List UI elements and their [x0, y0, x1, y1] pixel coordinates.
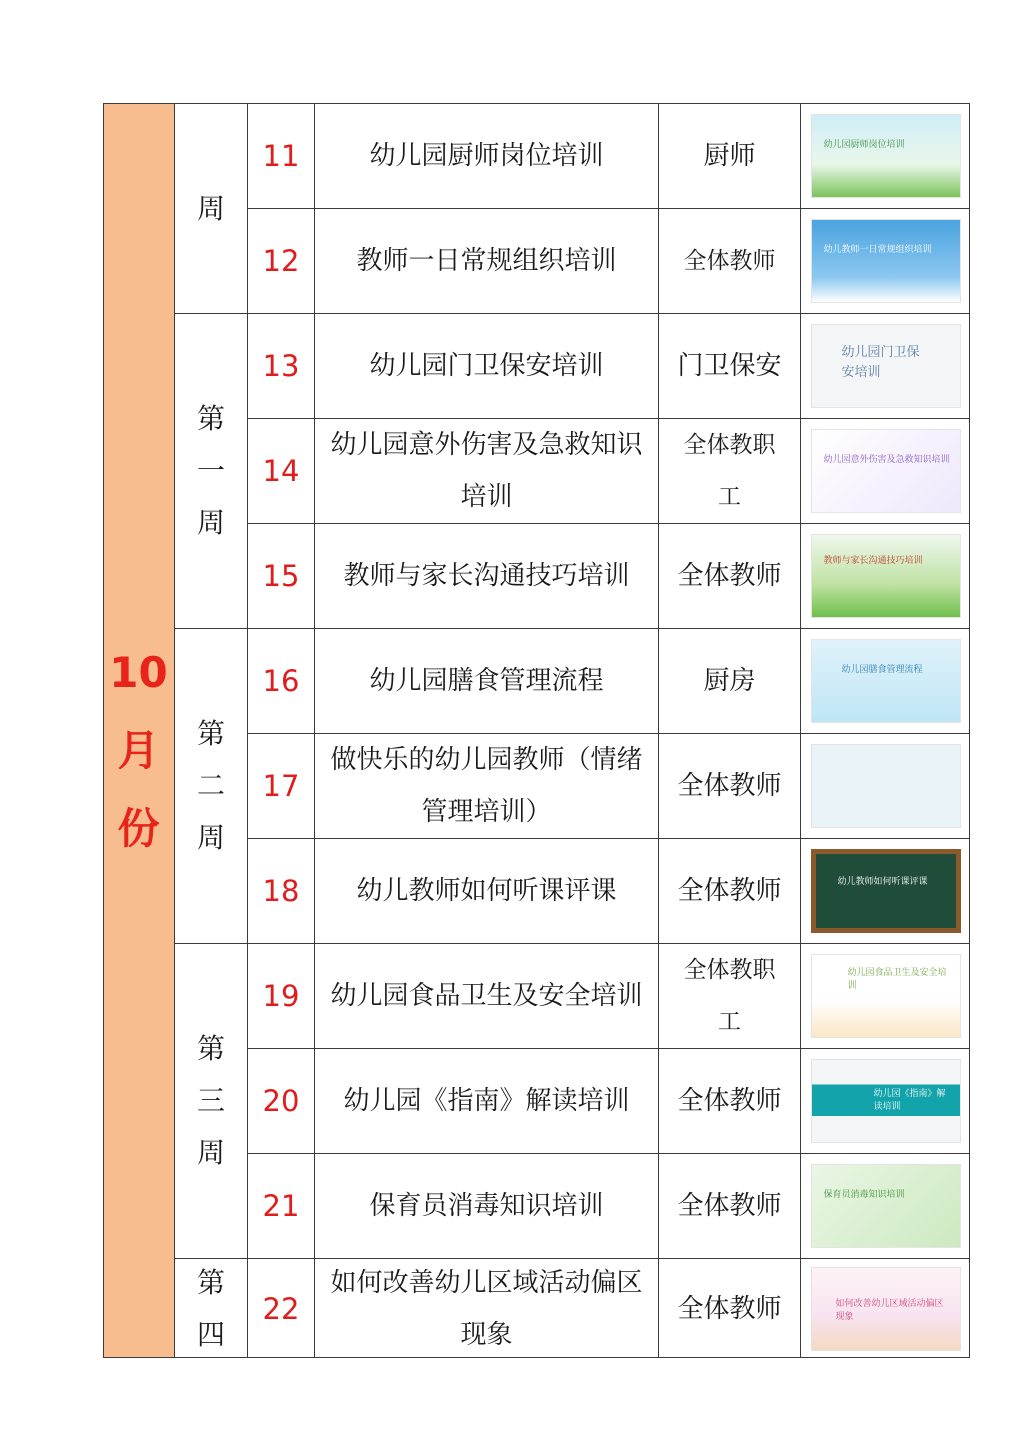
slide-thumbnail [811, 1267, 961, 1351]
slide-thumbnail-cell [800, 523, 970, 628]
slide-thumbnail-cell [800, 733, 970, 838]
month-column [103, 103, 174, 1358]
month-label: 10月份 [109, 647, 168, 853]
thumbnail-title: 幼儿教师一日常规组织培训 [823, 245, 932, 255]
thumbnail-title: 幼儿园膳食管理流程 [841, 665, 923, 675]
row-number: 22 [247, 1258, 314, 1358]
slide-thumbnail [811, 1164, 961, 1248]
week-label: 第一周 [196, 402, 225, 539]
training-title: 如何改善幼儿区域活动偏区现象 [314, 1258, 658, 1358]
row-number: 12 [247, 208, 314, 313]
row-number: 11 [247, 103, 314, 208]
week-label: 第三周 [196, 1032, 225, 1169]
row-number: 17 [247, 733, 314, 838]
table-bottom-border [103, 1357, 970, 1358]
training-title: 幼儿园膳食管理流程 [314, 628, 658, 733]
week-label: 周 [196, 191, 225, 225]
training-schedule-table [103, 103, 970, 1358]
slide-thumbnail-cell [800, 1153, 970, 1258]
audience: 厨房 [658, 628, 800, 733]
thumbnail-title: 幼儿园门卫保安培训 [841, 345, 920, 380]
week-cell [174, 628, 247, 943]
slide-thumbnail [811, 639, 961, 723]
audience: 全体教职工 [658, 418, 800, 523]
slide-thumbnail [811, 429, 961, 513]
audience: 全体教师 [658, 1048, 800, 1153]
thumbnail-title: 幼儿教师如何听课评课 [837, 877, 928, 887]
row-number: 14 [247, 418, 314, 523]
audience: 全体教师 [658, 1153, 800, 1258]
slide-thumbnail [811, 114, 961, 198]
table-right-border [969, 103, 970, 1358]
training-title: 幼儿园厨师岗位培训 [314, 103, 658, 208]
audience: 门卫保安 [658, 313, 800, 418]
slide-thumbnail [811, 849, 961, 933]
slide-thumbnail [811, 1059, 961, 1143]
row-number: 18 [247, 838, 314, 943]
row-number: 21 [247, 1153, 314, 1258]
training-title: 做快乐的幼儿园教师（情绪管理培训） [314, 733, 658, 838]
training-title: 幼儿教师如何听课评课 [314, 838, 658, 943]
thumbnail-title: 教师与家长沟通技巧培训 [823, 556, 923, 566]
slide-thumbnail-cell [800, 943, 970, 1048]
week-label: 第二周 [196, 717, 225, 854]
training-title: 幼儿园《指南》解读培训 [314, 1048, 658, 1153]
slide-thumbnail-cell [800, 628, 970, 733]
row-number: 19 [247, 943, 314, 1048]
table-left-border [103, 103, 104, 1358]
row-number: 16 [247, 628, 314, 733]
thumbnail-title: 幼儿园厨师岗位培训 [823, 140, 905, 150]
thumbnail-title: 幼儿园意外伤害及急救知识培训 [823, 455, 950, 465]
table-top-border [103, 103, 970, 104]
audience: 全体教职工 [658, 943, 800, 1048]
week-cell [174, 943, 247, 1258]
training-title: 教师一日常规组织培训 [314, 208, 658, 313]
week-cell [174, 1258, 247, 1358]
slide-thumbnail-cell [800, 1258, 970, 1358]
slide-thumbnail [811, 534, 961, 618]
audience: 全体教师 [658, 838, 800, 943]
slide-thumbnail [811, 954, 961, 1038]
row-number: 15 [247, 523, 314, 628]
training-title: 幼儿园食品卫生及安全培训 [314, 943, 658, 1048]
week-label: 第四 [196, 1265, 225, 1351]
slide-thumbnail-cell [800, 208, 970, 313]
week-cell [174, 103, 247, 313]
audience: 全体教师 [658, 523, 800, 628]
training-title: 幼儿园门卫保安培训 [314, 313, 658, 418]
thumbnail-title: 幼儿园《指南》解读培训 [873, 1089, 946, 1112]
row-number: 13 [247, 313, 314, 418]
thumbnail-title: 幼儿园食品卫生及安全培训 [847, 968, 947, 991]
slide-thumbnail-cell [800, 418, 970, 523]
slide-thumbnail-cell [800, 1048, 970, 1153]
audience: 全体教师 [658, 208, 800, 313]
audience: 厨师 [658, 103, 800, 208]
training-title: 幼儿园意外伤害及急救知识培训 [314, 418, 658, 523]
week-cell [174, 313, 247, 628]
row-number: 20 [247, 1048, 314, 1153]
training-title: 教师与家长沟通技巧培训 [314, 523, 658, 628]
thumbnail-title: 保育员消毒知识培训 [823, 1190, 905, 1200]
audience: 全体教师 [658, 733, 800, 838]
slide-thumbnail [811, 219, 961, 303]
slide-thumbnail-cell [800, 838, 970, 943]
training-title: 保育员消毒知识培训 [314, 1153, 658, 1258]
audience: 全体教师 [658, 1258, 800, 1358]
thumbnail-title: 如何改善幼儿区域活动偏区现象 [835, 1298, 944, 1322]
slide-thumbnail-cell [800, 313, 970, 418]
slide-thumbnail [811, 324, 961, 408]
slide-thumbnail [811, 744, 961, 828]
slide-thumbnail-cell [800, 103, 970, 208]
